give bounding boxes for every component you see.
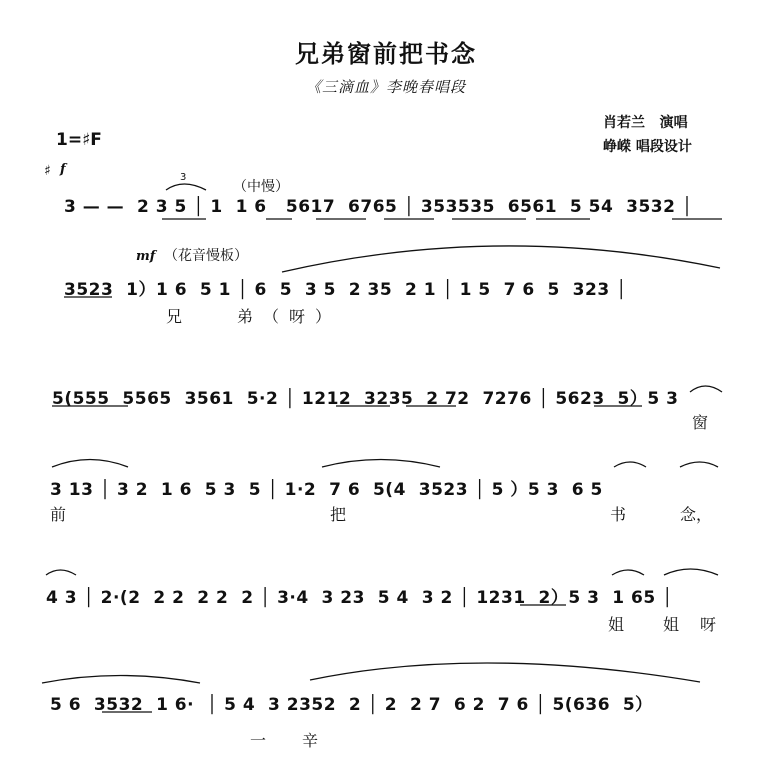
lyric-6b: 辛 [302,731,319,750]
slur-line5-a [46,570,76,575]
staff-line-4: 3 13 │ 3 2 1 6 5 3 5 │ 1·2 7 6 5(4 3523 │ 5 ）5 3 6 5 [50,480,603,500]
lyric-4c: 书 [610,505,627,524]
song-subtitle: 《三滴血》李晚春唱段 [305,78,466,96]
lyric-5a: 姐 [608,615,625,634]
dynamic-mark: mf [136,249,156,264]
slur-line4-b [322,460,440,468]
lyric-4a: 前 [50,505,67,524]
key-signature: 1=♯F [56,130,102,150]
staff-line-6: 5 6 3532 1 6· │ 5 4 3 2352 2 │ 2 2 7 6 2 7 6 │ 5(636 5） [50,695,653,715]
staff-line-1: 3 — — 2 3 5 │ 1 1 6 5617 6765 │ 353535 6561 5 54 3532 │ [64,197,693,217]
slur-line5-b [612,570,644,575]
slur-line3-end [690,386,722,392]
staff-line-2: 3523 1）1 6 5 1 │ 6 5 3 5 2 35 2 1 │ 1 5 7 6 5 323 │ [64,280,627,300]
triplet-mark: 3 [180,172,187,183]
lyric-3: 窗 [692,413,709,432]
lyric-5c: 呀 [700,615,717,634]
lyric-6a: 一 [250,731,267,750]
tempo-mark-1: （中慢） [233,179,289,195]
slur-line6-a [42,676,200,684]
staff-line-3: 5(555 5565 3561 5·2 │ 1212 3235 2 72 7276 │ 5623 5）5 3 [52,389,679,409]
slur-line5-c [664,569,718,575]
lyric-2a: 兄 [166,307,183,326]
sharp-mark: ♯ [44,163,51,179]
slur-line6-b [310,663,700,682]
slur-line4-d [680,462,718,467]
tempo-mark-2: （花音慢板） [164,248,248,264]
ornament-mark: f [60,162,66,177]
staff-line-5: 4 3 │ 2·(2 2 2 2 2 2 │ 3·4 3 23 5 4 3 2 │ 1231 2）5 3 1 65 │ [46,588,673,608]
song-title: 兄弟窗前把书念 [295,39,477,68]
slur-line4-a [52,460,128,468]
singer-credit: 肖若兰 演唱 [603,115,688,131]
lyric-2b: 弟（呀） [237,307,342,326]
slur-line1-a [166,184,206,190]
lyric-5b: 姐 [663,615,680,634]
slur-line2-long [282,246,720,272]
lyric-4d: 念， [680,505,713,524]
designer-credit: 峥嵘 唱段设计 [603,139,692,155]
lyric-4b: 把 [330,505,347,524]
slur-line4-c [614,462,646,467]
